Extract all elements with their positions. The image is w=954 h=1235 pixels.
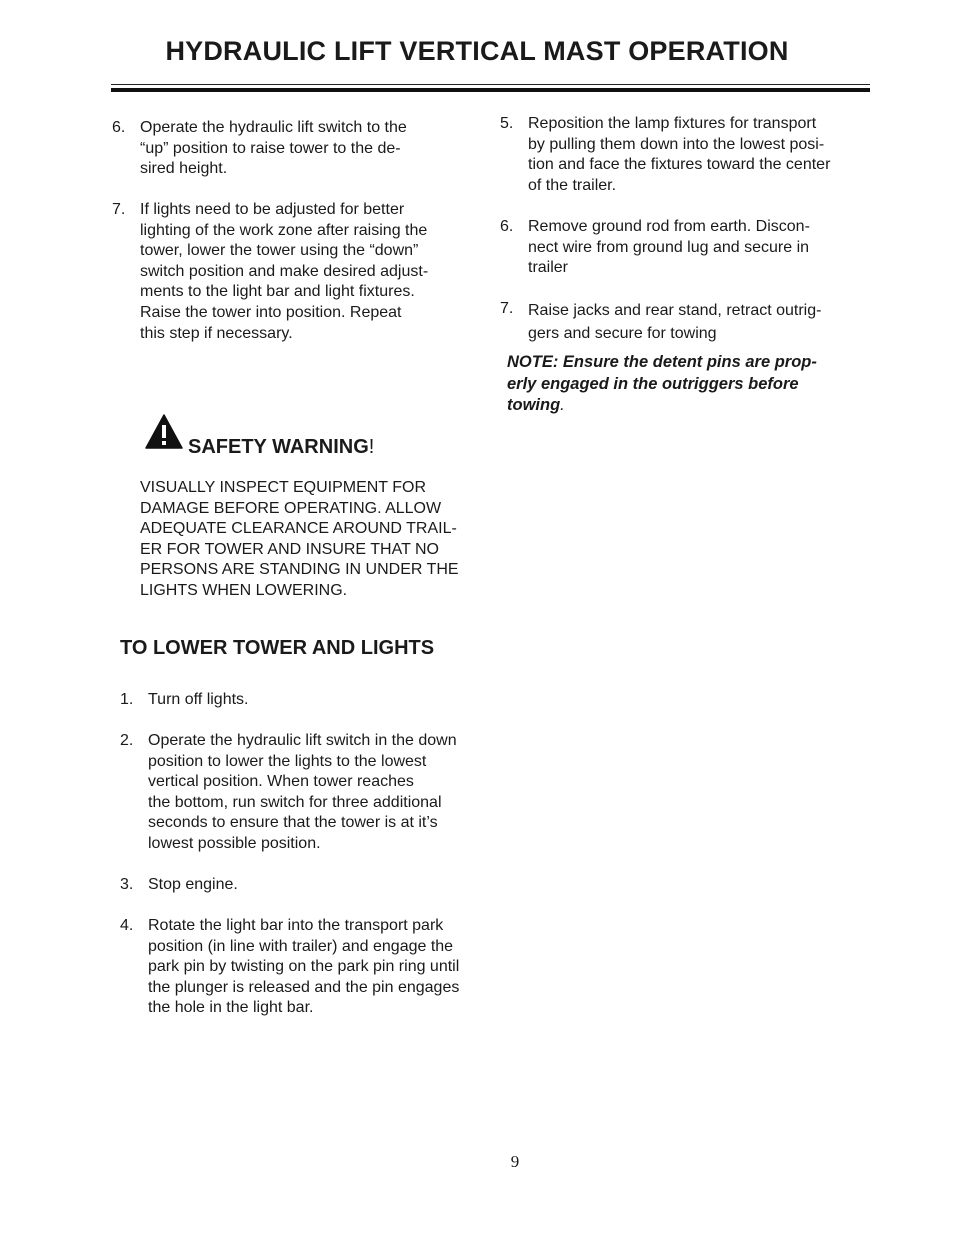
step-number: 7. (112, 201, 126, 218)
step-number: 2. (120, 732, 134, 749)
step-number: 4. (120, 917, 134, 934)
header-rule-thick (111, 88, 870, 92)
step-text: Rotate the light bar into the transport park position (in line with trailer) and engage the park pin by twisting on the park pin ring until the plunger is released and the pin engages the hole in the light bar. (148, 917, 460, 1017)
step-text: Operate the hydraulic lift switch in the down position to lower the lights to the lowest vertical position. When tower reaches the bottom, run switch for three additional seconds to ensure that the tower is at it’s lowest possible position. (148, 732, 457, 852)
step-text: Reposition the lamp fixtures for transport by pulling them down into the lowest posi- tion and face the fixtures toward the center of the trailer. (528, 115, 831, 194)
step-text: Raise jacks and rear stand, retract outrig- gers and secure for towing (528, 302, 822, 342)
step-text: Stop engine. (148, 876, 238, 893)
section-heading: TO LOWER TOWER AND LIGHTS (120, 637, 435, 659)
header-rule-thin (111, 84, 870, 85)
step-text: Operate the hydraulic lift switch to the “up” position to raise tower to the de- sired height. (140, 119, 407, 178)
step-text: Turn off lights. (148, 691, 249, 708)
step-number: 6. (500, 218, 514, 235)
step-text: Remove ground rod from earth. Discon- nect wire from ground lug and secure in trailer (528, 218, 810, 277)
warning-triangle-icon (145, 414, 183, 450)
step-number: 3. (120, 876, 134, 893)
page-title: HYDRAULIC LIFT VERTICAL MAST OPERATION (165, 36, 789, 66)
step-number: 5. (500, 115, 514, 132)
safety-warning-label: SAFETY WARNING! (188, 436, 375, 458)
safety-warning-text: VISUALLY INSPECT EQUIPMENT FOR DAMAGE BEFORE OPERATING. ALLOW ADEQUATE CLEARANCE AROUND TRAIL- ER FOR TOWER AND INSURE THAT NO PERSONS ARE STANDING IN UNDER THE LIGHTS WHEN LOWERING. (140, 479, 459, 599)
step-number: 6. (112, 119, 126, 136)
step-number: 7. (500, 300, 514, 317)
step-text: If lights need to be adjusted for better lighting of the work zone after raising the tower, lower the tower using the “down” switch position and make desired adjust- ments to the light bar and light fixtures. Raise the tower into position. Repeat this step if necessary. (140, 201, 429, 342)
note-text: NOTE: Ensure the detent pins are prop- erly engaged in the outriggers before towing. (507, 353, 817, 414)
page-number: 9 (510, 1152, 520, 1171)
step-number: 1. (120, 691, 134, 708)
